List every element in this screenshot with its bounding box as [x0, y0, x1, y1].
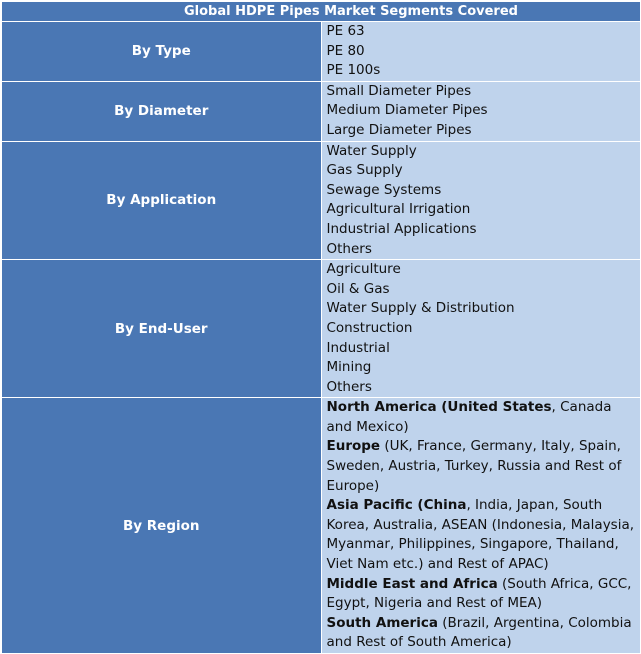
row-items [321, 81, 641, 141]
table-title: Global HDPE Pipes Market Segments Covered [2, 2, 641, 22]
list-item: Industrial Applications [326, 220, 477, 237]
region-name: South America [326, 614, 438, 631]
table-row [2, 81, 641, 141]
table-row [2, 260, 641, 398]
list-item: Large Diameter Pipes [326, 121, 472, 138]
list-item: Small Diameter Pipes [326, 82, 472, 99]
region-countries: (UK, France, Germany, Italy, Spain, Sweden, Austria, Turkey, Russia and Rest of Europe) [326, 438, 622, 494]
row-items [321, 22, 641, 82]
list-item: Oil & Gas [326, 280, 390, 297]
list-item: PE 63 [326, 23, 365, 39]
region-entry [327, 437, 641, 496]
table-row [2, 141, 641, 260]
row-items [321, 398, 641, 654]
list-item: Water Supply [326, 142, 417, 159]
list-item: Agriculture [326, 261, 401, 278]
region-entry [327, 398, 641, 437]
region-entry [327, 496, 641, 574]
region-countries: (Brazil, Argentina, Colombia and Rest of South America) [326, 614, 632, 651]
list-item: Gas Supply [326, 162, 403, 179]
list-item: Sewage Systems [326, 181, 442, 198]
region-countries: , India, Japan, South Korea, Australia, ASEAN (Indonesia, Malaysia, Myanmar, Philippines, Singapore, Thailand, Viet Nam etc.) and Rest of APAC) [326, 497, 635, 573]
region-countries: (South Africa, GCC, Egypt, Nigeria and Rest of MEA) [326, 575, 632, 612]
list-item: Agricultural Irrigation [326, 201, 471, 218]
list-item: Others [326, 240, 372, 257]
row-category: By Type [2, 22, 322, 82]
region-name: North America (United States [326, 399, 552, 416]
region-countries: , Canada and Mexico) [326, 399, 612, 435]
region-name: Middle East and Africa [326, 575, 498, 592]
region-name: Asia Pacific (China [326, 497, 467, 514]
list-item: Construction [326, 319, 413, 336]
region-entry [327, 575, 641, 614]
list-item: Water Supply & Distribution [326, 300, 515, 317]
list-item: Others [326, 378, 372, 395]
segments-table [1, 1, 641, 654]
list-item: PE 80 [326, 42, 365, 59]
row-category: By Application [2, 141, 322, 260]
region-entry [327, 614, 641, 653]
list-item: PE 100s [326, 62, 381, 79]
segments-table-wrapper [1, 1, 641, 651]
list-item: Industrial [326, 339, 390, 356]
row-items [321, 141, 641, 260]
row-items [321, 260, 641, 398]
table-row [2, 398, 641, 654]
list-item: Medium Diameter Pipes [326, 102, 488, 119]
row-category: By Region [2, 398, 322, 654]
row-category: By End-User [2, 260, 322, 398]
list-item: Mining [326, 359, 372, 376]
table-row [2, 22, 641, 82]
region-name: Europe [326, 438, 381, 455]
row-category: By Diameter [2, 81, 322, 141]
